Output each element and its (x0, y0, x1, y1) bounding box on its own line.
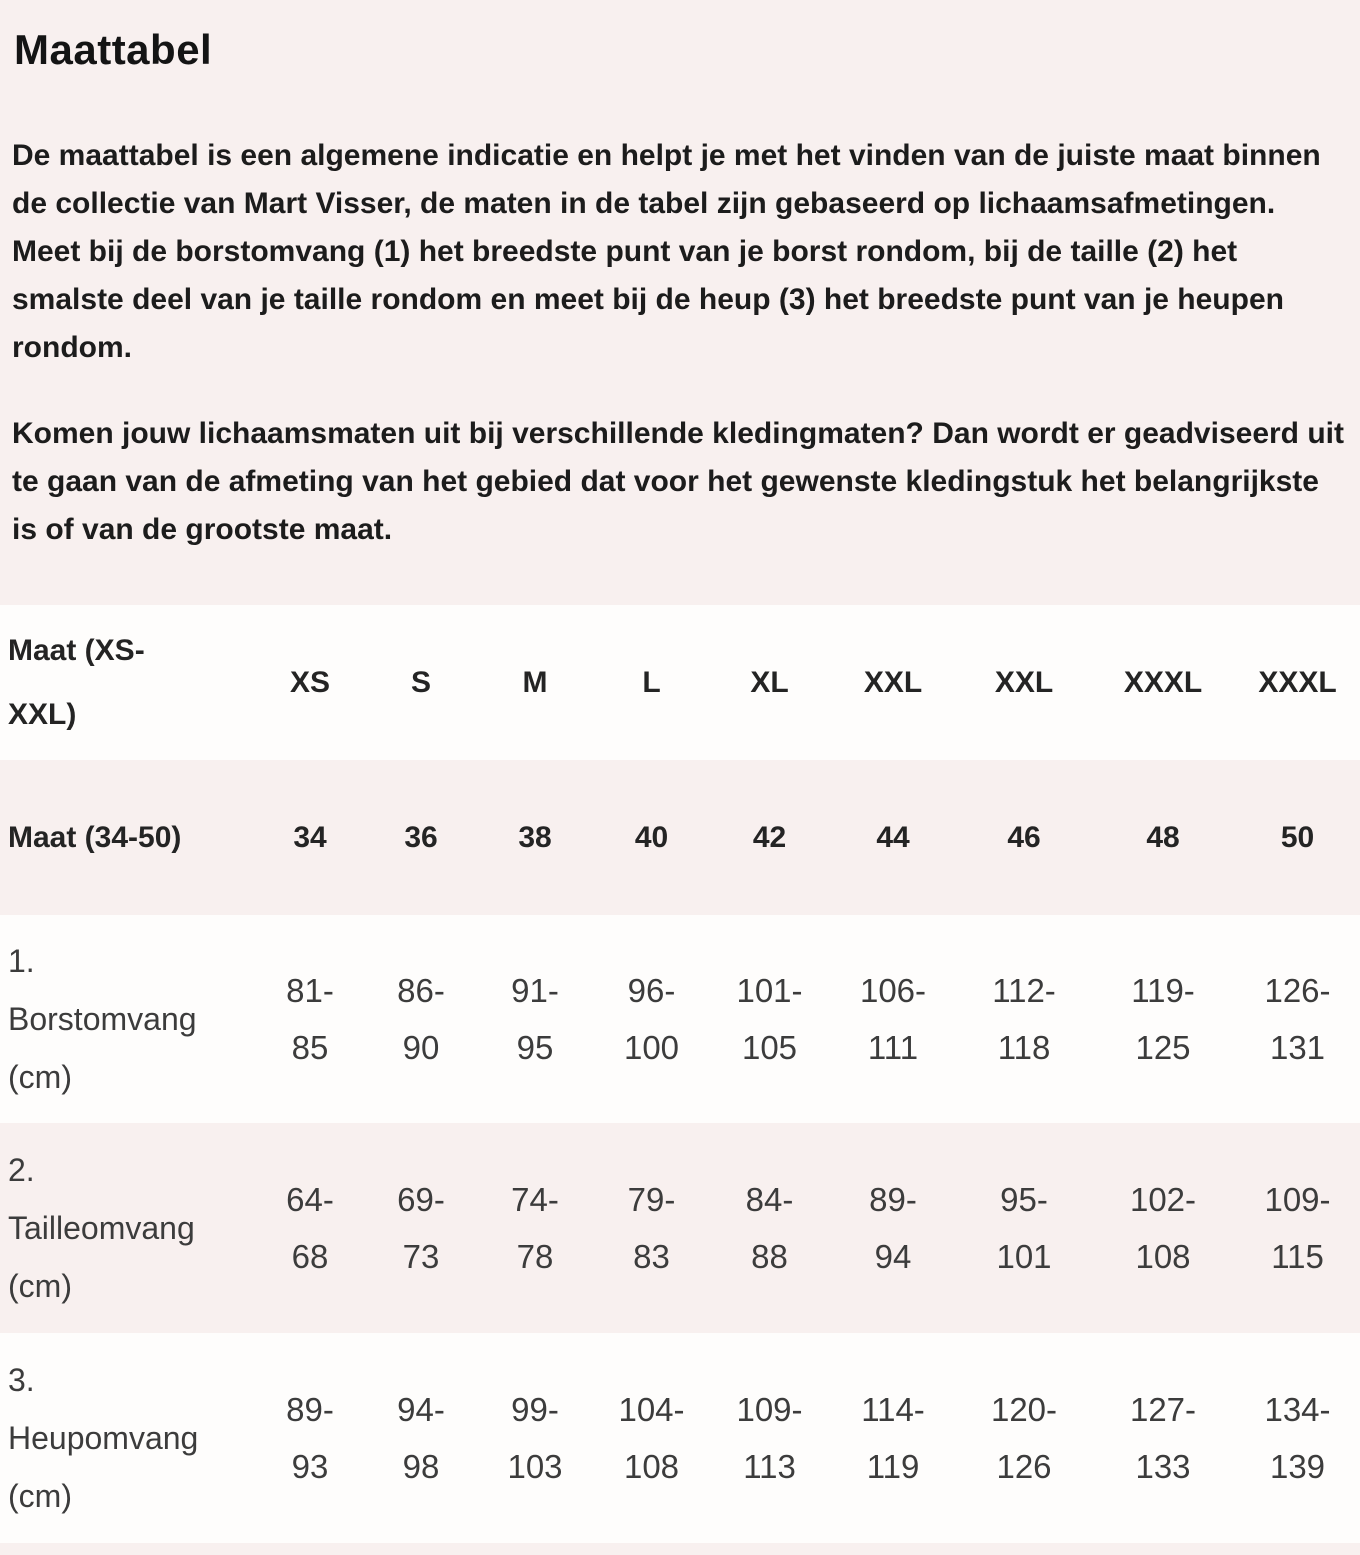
size-value-cell: XS (289, 665, 331, 699)
size-value-cell: 112- 118 (992, 972, 1056, 1066)
size-value-cell: 79- 83 (627, 1181, 676, 1275)
size-value-cell: 109- 115 (1264, 1181, 1331, 1275)
size-value-cell: M (522, 665, 548, 699)
size-value-cell: 95- 101 (996, 1181, 1052, 1275)
row-label: 2. Tailleomvang (cm) (8, 1152, 195, 1304)
size-value-cell: 64- 68 (286, 1181, 334, 1275)
size-value-cell: XXL (994, 665, 1054, 699)
size-value-cell: 89- 94 (869, 1181, 917, 1275)
size-value-cell: 38 (518, 820, 552, 854)
size-value-cell: 91- 95 (511, 972, 559, 1066)
size-value-cell: L (642, 665, 661, 699)
size-value-cell: 42 (752, 820, 787, 854)
size-value-cell: 44 (876, 820, 910, 854)
size-value-cell: 119- 125 (1131, 972, 1195, 1066)
size-value-cell: 50 (1280, 820, 1315, 854)
size-value-cell: XXL (863, 665, 923, 699)
size-value-cell: XL (750, 665, 789, 699)
size-value-cell: 94- 98 (397, 1391, 445, 1485)
size-table-body (0, 605, 1360, 1543)
size-table-row (0, 1333, 1360, 1543)
size-value-cell: XXXL (1123, 665, 1203, 699)
row-label: 3. Heupomvang (cm) (8, 1362, 199, 1514)
row-label: Maat (XS-XXL) (8, 633, 145, 731)
size-value-cell: XXXL (1258, 665, 1337, 699)
size-value-cell: 134- 139 (1264, 1391, 1331, 1485)
size-value-cell: 106- 111 (859, 972, 927, 1066)
size-value-cell: 102- 108 (1129, 1181, 1197, 1275)
size-value-cell: 127- 133 (1129, 1391, 1197, 1485)
row-label: Maat (34-50) (8, 820, 182, 854)
size-value-cell: 86- 90 (397, 972, 445, 1066)
size-value-cell: 36 (404, 820, 438, 854)
size-table (0, 605, 1360, 1543)
size-table-row (0, 915, 1360, 1123)
size-value-cell: 46 (1007, 820, 1041, 854)
size-table-row (0, 605, 1360, 760)
row-label: 1. Borstomvang (cm) (8, 943, 197, 1095)
size-value-cell: 99- 103 (507, 1391, 563, 1485)
size-value-cell: 120- 126 (990, 1391, 1058, 1485)
size-table-row (0, 1123, 1360, 1333)
size-value-cell: 96- 100 (623, 972, 680, 1066)
size-value-cell: 101- 105 (736, 972, 803, 1066)
size-value-cell: 81- 85 (286, 972, 334, 1066)
size-value-cell: 104- 108 (618, 1391, 685, 1485)
size-value-cell: 126- 131 (1264, 972, 1331, 1066)
intro-section (0, 0, 1360, 554)
size-value-cell: 69- 73 (397, 1181, 445, 1275)
size-value-cell: 74- 78 (511, 1181, 559, 1275)
page-title: Maattabel (14, 26, 213, 73)
size-value-cell: 89- 93 (286, 1391, 334, 1485)
size-table-row (0, 760, 1360, 915)
size-value-cell: 48 (1146, 820, 1180, 854)
size-value-cell: 34 (293, 820, 327, 854)
size-value-cell: 109- 113 (736, 1391, 803, 1485)
intro-paragraph-1: De maattabel is een algemene indicatie en helpt je met het vinden van de juiste maat binnen de collectie van Mart Visser, de maten in de tabel zijn gebaseerd op lichaamsafmetingen. Meet bij de borstomvang (1) het breedste punt van je borst rondom, bij de taille (2) het smalste deel van je taille rondom en meet bij de heup (3) het breedste punt van je heupen rondom. (12, 139, 1321, 364)
size-value-cell: 114- 119 (861, 1391, 925, 1485)
size-value-cell: S (410, 665, 431, 699)
size-value-cell: 40 (634, 820, 669, 854)
size-value-cell: 84- 88 (745, 1181, 794, 1275)
intro-paragraph-2: Komen jouw lichaamsmaten uit bij verschillende kledingmaten? Dan wordt er geadviseerd uit te gaan van de afmeting van het gebied dat voor het gewenste kledingstuk het belangrijkste is of van de grootste maat. (12, 417, 1344, 546)
